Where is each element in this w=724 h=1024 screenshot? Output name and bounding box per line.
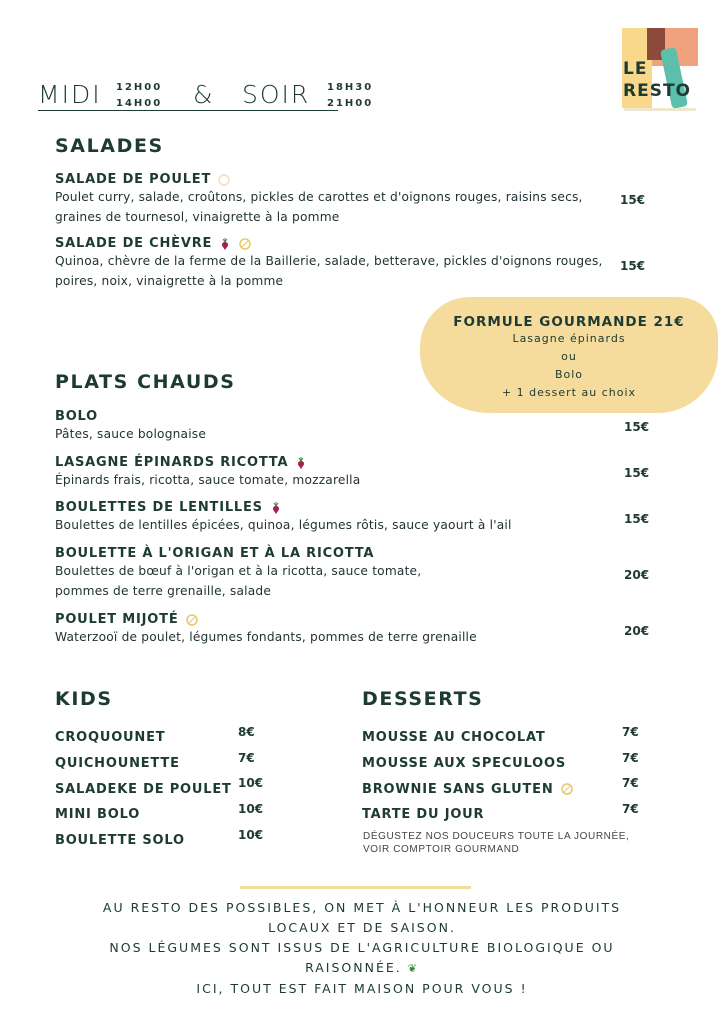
item-price: 7€ [238, 750, 255, 765]
gluten-free-icon [560, 782, 574, 796]
item-desc: Quinoa, chèvre de la ferme de la Baillerie, salade, betterave, pickles d'oignons rouges, poires, noix, vinaigrette à la pomme [55, 254, 603, 288]
item-desc: Waterzooï de poulet, légumes fondants, pommes de terre grenaille [55, 630, 477, 644]
footer-line: ICI, TOUT EST FAIT MAISON POUR VOUS ! [196, 981, 528, 996]
footer-line: NOS LÉGUMES SONT ISSUS DE L'AGRICULTURE BIOLOGIQUE OU [109, 940, 615, 955]
soir-close: 21H00 [327, 98, 374, 109]
footer-divider [240, 886, 471, 889]
item-price: 15€ [620, 259, 646, 273]
item-price: 15€ [624, 420, 650, 434]
gluten-free-icon [185, 613, 199, 627]
item-name: CROQUOUNET [55, 730, 166, 746]
item-price: 8€ [238, 725, 255, 739]
menu-item [55, 612, 595, 647]
midi-label: MIDI [38, 80, 102, 109]
item-name: MOUSSE AU CHOCOLAT [362, 730, 546, 746]
footer-line: AU RESTO DES POSSIBLES, ON MET À L'HONNEUR LES PRODUITS [102, 900, 622, 915]
section-title-kids: KIDS [55, 688, 113, 710]
item-price: 7€ [622, 750, 639, 765]
gluten-free-icon [238, 237, 252, 251]
section-title-salades: SALADES [55, 135, 164, 157]
menu-item [55, 409, 595, 444]
midi-open: 12H00 [116, 82, 163, 93]
item-name: LASAGNE ÉPINARDS RICOTTA [55, 455, 289, 470]
section-title-plats: PLATS CHAUDS [55, 371, 236, 393]
kids-row [55, 828, 285, 854]
item-desc: Poulet curry, salade, croûtons, pickles de carottes et d'oignons rouges, raisins secs, graines de tournesol, vinaigrette à la pomme [55, 190, 583, 224]
item-price: 15€ [624, 512, 650, 526]
kids-list [55, 725, 285, 853]
item-name: BROWNIE SANS GLUTEN [362, 781, 554, 797]
formule-title: FORMULE GOURMANDE 21€ [453, 314, 685, 330]
item-name: POULET MIJOTÉ [55, 612, 179, 627]
section-title-desserts: DESSERTS [362, 688, 484, 710]
item-name: BOLO [55, 409, 99, 424]
item-name: BOULETTE À L'ORIGAN ET À LA RICOTTA [55, 546, 375, 561]
item-price: 7€ [622, 802, 639, 817]
dessert-row [362, 751, 662, 777]
item-name: SALADE DE POULET [55, 172, 212, 187]
kids-row [55, 802, 285, 828]
item-price: 10€ [238, 827, 264, 842]
note-line: VOIR COMPTOIR GOURMAND [363, 844, 520, 855]
item-name: QUICHOUNETTE [55, 756, 180, 772]
desserts-list [362, 725, 662, 828]
formule-line: ou [561, 350, 577, 363]
kids-row [55, 751, 285, 777]
item-price: 10€ [238, 802, 264, 817]
item-name: TARTE DU JOUR [362, 807, 485, 823]
logo-text-resto: RESTO [623, 81, 691, 101]
menu-item [55, 500, 595, 535]
formule-line: Lasagne épinards [512, 332, 626, 345]
footer-text [0, 898, 724, 999]
item-desc: Boulettes de bœuf à l'origan et à la ricotta, sauce tomate, pommes de terre grenaille, salade [55, 564, 422, 598]
soir-label: SOIR [242, 80, 311, 109]
midi-close: 14H00 [116, 98, 163, 109]
logo [622, 28, 698, 112]
item-name: BOULETTES DE LENTILLES [55, 500, 263, 515]
item-desc: Boulettes de lentilles épicées, quinoa, légumes rôtis, sauce yaourt à l'ail [55, 518, 512, 532]
beet-icon [269, 501, 283, 515]
formule-lines [420, 330, 718, 402]
formule-box [420, 297, 718, 413]
menu-item [55, 546, 455, 601]
soir-open: 18H30 [327, 82, 374, 93]
dessert-row [362, 725, 662, 751]
menu-item [55, 172, 615, 227]
dessert-row [362, 802, 662, 828]
item-name: SALADE DE CHÈVRE [55, 236, 213, 251]
kids-row [55, 725, 285, 751]
menu-item [55, 455, 595, 490]
note-line: DÉGUSTEZ NOS DOUCEURS TOUTE LA JOURNÉE, [363, 831, 630, 842]
formule-line: + 1 dessert au choix [501, 386, 637, 399]
item-price: 20€ [624, 624, 650, 638]
midi-times [116, 80, 162, 112]
item-name: BOULETTE SOLO [55, 833, 185, 849]
beet-icon [294, 456, 308, 470]
kids-row [55, 776, 285, 802]
item-name: SALADEKE DE POULET [55, 781, 232, 797]
item-price: 15€ [624, 466, 650, 480]
item-name: MINI BOLO [55, 807, 141, 823]
item-price: 10€ [238, 776, 264, 791]
item-price: 15€ [620, 193, 646, 207]
soir-times [327, 80, 373, 112]
desserts-note [363, 830, 629, 856]
beet-icon [218, 237, 232, 251]
formule-line: Bolo [554, 368, 584, 381]
ampersand: & [193, 80, 215, 109]
header-underline [38, 110, 338, 111]
menu-item [55, 236, 615, 291]
item-name: MOUSSE AUX SPECULOOS [362, 756, 567, 772]
logo-text-le: LE [623, 59, 648, 79]
item-price: 7€ [622, 776, 639, 791]
item-price: 7€ [622, 725, 639, 739]
dessert-row [362, 776, 662, 802]
item-price: 20€ [624, 568, 650, 582]
footer-line: RAISONNÉE. [305, 960, 402, 975]
leaf-icon: ❦ [407, 962, 419, 975]
footer-line: LOCAUX ET DE SAISON. [268, 920, 456, 935]
item-desc: Épinards frais, ricotta, sauce tomate, mozzarella [55, 473, 361, 487]
item-desc: Pâtes, sauce bolognaise [55, 427, 207, 441]
gluten-free-icon [217, 173, 231, 187]
